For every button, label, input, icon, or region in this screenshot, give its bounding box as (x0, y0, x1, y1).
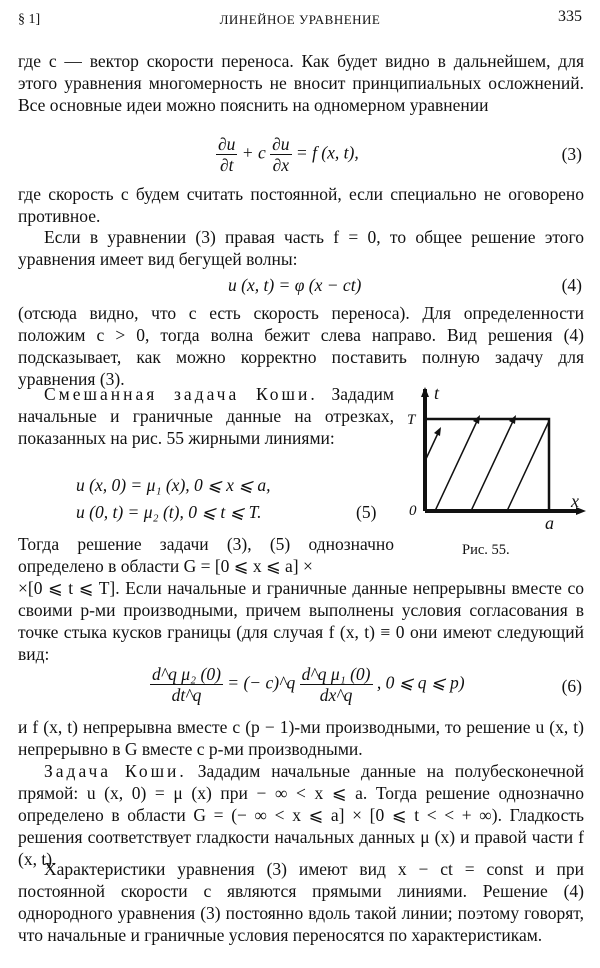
paragraph-3: Если в уравнении (3) правая часть f = 0, то общее решение этого уравнения имеет вид бегущей волны: (18, 227, 584, 269)
fraction-denominator: ∂x (272, 155, 290, 175)
equation-5-line-1: u (x, 0) = μ₁ (x), 0 ⩽ x ⩽ a, (76, 475, 271, 495)
equation-3-body (216, 134, 359, 175)
paragraph-6-start: Тогда решение задачи (3), (5) однозначно определено в области G = [0 ⩽ x ⩽ a] × (18, 534, 394, 576)
fraction-numerator: ∂u (272, 134, 290, 154)
region-boundary (425, 419, 549, 511)
equation-3 (0, 134, 600, 180)
fraction-numerator: ∂u (218, 134, 236, 154)
label-origin: 0 (409, 503, 417, 519)
paragraph-7: и f (x, t) непрерывна вместе с (p − 1)-ми производными, то решение u (x, t) непрерывно в G вместе с p-ми производными. (18, 717, 584, 759)
equation-3-rhs: = f (x, t), (295, 142, 359, 163)
fraction-denominator: dx^q (319, 685, 353, 705)
arrowhead (434, 427, 441, 436)
characteristic-line (425, 431, 439, 461)
section-title-mixed-cauchy: Смешанная задача Коши. (44, 384, 318, 404)
section-mark: § 1] (18, 12, 41, 27)
equation-6-middle: = (− c)^q (227, 672, 296, 693)
fraction-numerator: d^q μ₁ (0) (301, 664, 371, 684)
label-x: x (571, 491, 579, 511)
equation-4-body: u (x, t) = φ (x − ct) (228, 275, 362, 295)
paragraph-1: где c — вектор скорости переноса. Как будет видно в дальнейшем, для этого уравнения многомерность не вносит принципиальных осложнений. Все основные идеи можно пояснить на одномерном уравнении (18, 51, 584, 115)
figure-55-diagram (400, 385, 590, 535)
running-title: ЛИНЕЙНОЕ УРАВНЕНИЕ (219, 12, 381, 27)
paragraph-6-rest: ×[0 ⩽ t ⩽ T]. Если начальные и граничные данные непрерывны вместе со своими p-ми производными, причем выполнены условия согласования в точке стыка кусков границы (для случая f (x, t) ≡ 0 они имеют следующий вид: (18, 578, 584, 664)
label-T: T (407, 412, 416, 428)
fraction-denominator: dt^q (171, 685, 202, 705)
equation-6 (0, 664, 600, 712)
paragraph-2: где скорость c будем считать постоянной, если специально не оговорено противное. (18, 184, 584, 226)
paragraph-8 (18, 760, 584, 870)
equation-number: (5) (356, 502, 377, 522)
paragraph-5-text: Зададим начальные и граничные данные на отрезках, показанных на рис. 55 жирными линиями: (18, 384, 394, 448)
equation-6-tail: , 0 ⩽ q ⩽ p) (376, 672, 465, 693)
characteristic-line (435, 419, 478, 511)
equation-5-line-2: u (0, t) = μ₂ (t), 0 ⩽ t ⩽ T. (76, 502, 262, 522)
label-t: t (434, 383, 440, 403)
dq-mu2-fraction (150, 664, 223, 705)
paragraph-9: Характеристики уравнения (3) имеют вид x − ct = const и при постоянной скорости c являются прямыми линиями. Решение (4) однородного уравнения (3) постоянно вдоль такой линии; поэтому говорят, что начальные и граничные условия переносятся по характеристикам. (18, 859, 584, 945)
label-a: a (545, 513, 554, 533)
fraction-numerator: d^q μ₂ (0) (152, 664, 221, 684)
equation-6-body (150, 664, 465, 705)
page-header (18, 8, 582, 32)
section-title-cauchy: Задача Коши. (44, 761, 187, 781)
equation-number: (6) (561, 676, 582, 696)
figure-caption: Рис. 55. (462, 542, 510, 558)
page-number: 335 (558, 8, 582, 25)
dq-mu1-fraction (300, 664, 373, 705)
paragraph-5 (18, 383, 394, 449)
characteristic-line (507, 421, 549, 511)
fraction-denominator: ∂t (219, 155, 234, 175)
du-dt-fraction (216, 134, 237, 175)
du-dx-fraction (270, 134, 291, 175)
t-axis-arrow (421, 387, 429, 397)
equation-4 (0, 275, 600, 299)
equation-number: (3) (561, 144, 582, 164)
characteristic-line (471, 419, 514, 511)
paragraph-8-text: Зададим начальные данные на полубесконечной прямой: u (x, 0) = μ (x) при − ∞ < x ⩽ a. Тогда решение однозначно определено в области G = (− ∞ < x ⩽ a] × [0 ⩽ t < < + ∞). Гладкость решения соответствует гладкости начальных данных μ (x) и правой части f (x, t). (18, 761, 585, 869)
paragraph-4: (отсюда видно, что c есть скорость переноса). Для определенности положим c > 0, тогда волна бежит слева направо. Вид решения (4) подсказывает, как можно корректно поставить полную задачу для уравнения (3). (18, 303, 584, 389)
plus-c: + c (241, 142, 266, 163)
equation-number: (4) (561, 275, 582, 295)
characteristics (425, 419, 549, 511)
